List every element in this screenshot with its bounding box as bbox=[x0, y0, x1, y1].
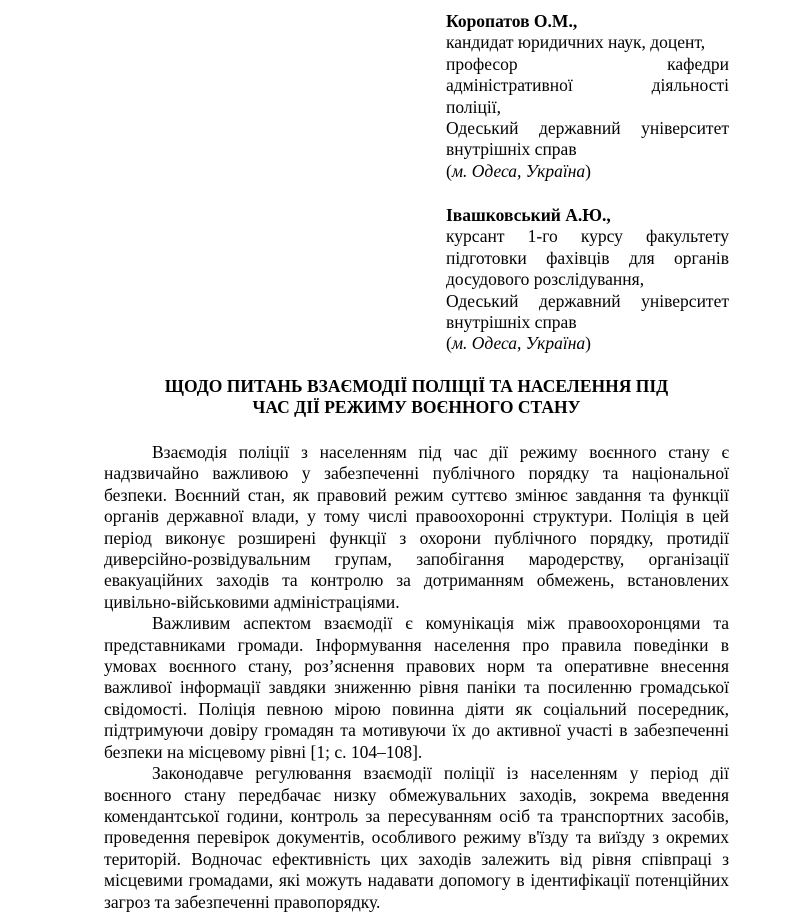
author-affiliation-line: адміністративної діяльності bbox=[446, 75, 729, 96]
author-affiliation-line: внутрішніх справ bbox=[446, 312, 577, 333]
author-affiliation-line: курсант 1-го курсу факультету bbox=[446, 226, 729, 247]
city-name: м. Одеса, Україна bbox=[451, 160, 586, 181]
author-name: Івашковський А.Ю., bbox=[446, 205, 611, 225]
body-paragraph-3: Законодавче регулювання взаємодії поліції із населенням у період дії воєнного стану передбачає низку обмежувальних заходів, зокрема введення комендантської години, контроль за пересуванням осіб та транспортних засобів, проведення перевірок документів, особливого режиму в'їзду та виїзду з окремих територій. Водночас ефективність цих заходів залежить від рівня співпраці з місцевими громадами, які можуть надавати допомогу в ідентифікації потенційних загроз та забезпеченні правопорядку. bbox=[104, 763, 729, 912]
city-paren-open: ( bbox=[446, 333, 452, 354]
author-affiliation-line: внутрішніх справ bbox=[446, 139, 577, 160]
author-affiliation-line: професор кафедри bbox=[446, 53, 729, 74]
article-body bbox=[104, 442, 729, 913]
body-paragraph-2: Важливим аспектом взаємодії є комунікація між правоохоронцями та представниками громади. Інформування населення про правила поведінки в умовах воєнного стану, роз’яснення правових норм та оперативне внесення важливої інформації завдяки зниженню рівня паніки та посиленню громадської свідомості. Поліція певною мірою повинна діяти як соціальний посередник, підтримуючи довіру громадян та мотивуючи їх до активної участі в забезпеченні безпеки на місцевому рівні [1; с. 104–108]. bbox=[104, 613, 729, 762]
city-paren-open: ( bbox=[446, 160, 452, 181]
body-paragraph-1: Взаємодія поліції з населенням під час дії режиму воєнного стану є надзвичайно важливою у забезпеченні публічного порядку та національної безпеки. Воєнний стан, як правовий режим суттєво змінює завдання та функції органів державної влади, у тому числі правоохоронні структури. Поліція в цей період виконує розширені функції з охорони публічного порядку, протидії диверсійно-розвідувальним групам, запобігання мародерству, організації евакуаційних заходів та контролю за дотриманням обмежень, встановлених цивільно-військовими адміністраціями. bbox=[104, 442, 729, 612]
author-affiliation-line: кандидат юридичних наук, доцент, bbox=[446, 32, 706, 53]
author-block-2 bbox=[446, 205, 729, 355]
city-paren-close: ) bbox=[585, 160, 591, 181]
author-city bbox=[446, 333, 729, 354]
author-affiliation-line: Одеський державний університет bbox=[446, 290, 729, 311]
author-block-1 bbox=[446, 11, 729, 182]
title-line-1: ЩОДО ПИТАНЬ ВЗАЄМОДІЇ ПОЛІЦІЇ ТА НАСЕЛЕННЯ ПІД bbox=[164, 376, 669, 396]
author-affiliation-line: Одеський державний університет bbox=[446, 118, 729, 139]
author-affiliation-line: підготовки фахівців для органів bbox=[446, 247, 729, 268]
city-name: м. Одеса, Україна bbox=[451, 333, 586, 354]
author-affiliation-line: досудового розслідування, bbox=[446, 269, 645, 290]
article-title bbox=[104, 376, 729, 419]
author-affiliation-line: поліції, bbox=[446, 96, 501, 117]
author-name: Коропатов О.М., bbox=[446, 11, 578, 31]
title-line-2: ЧАС ДІЇ РЕЖИМУ ВОЄННОГО СТАНУ bbox=[252, 397, 581, 418]
city-paren-close: ) bbox=[585, 333, 591, 354]
author-city bbox=[446, 161, 729, 182]
